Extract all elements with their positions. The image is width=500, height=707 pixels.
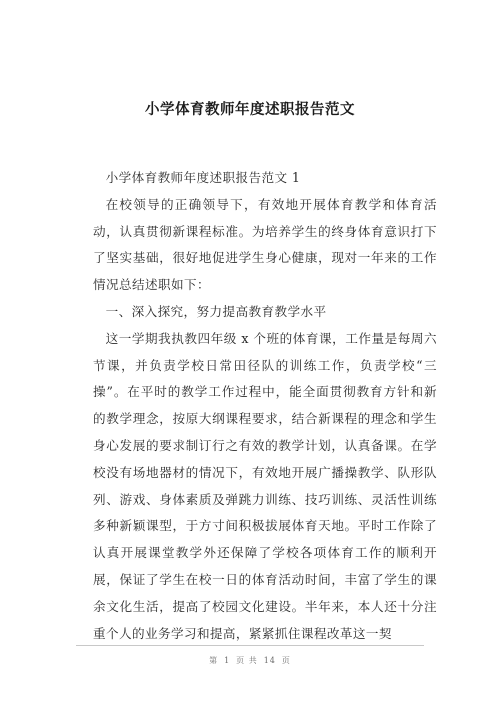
footer-prefix: 第 bbox=[209, 656, 219, 665]
section-heading: 一、深入探究，努力提高教育教学水平 bbox=[105, 303, 327, 319]
footer-middle: 页 共 bbox=[236, 656, 258, 665]
document-body bbox=[93, 165, 437, 647]
page-footer bbox=[0, 655, 500, 666]
footer-suffix: 页 bbox=[281, 656, 291, 665]
section-heading: 小学体育教师年度述职报告范文 1 bbox=[105, 170, 301, 185]
page-number: 1 bbox=[224, 656, 231, 665]
paragraph: 在校领导的正确领导下，有效地开展体育教学和体育活动，认真贯彻新课程标准。为培养学生的终身体育意识打下了坚实基础，很好地促进学生身心健康，现对一年来的工作情况总结述职如下： bbox=[93, 196, 437, 293]
paragraph: 这一学期我执教四年级 x 个班的体育课，工作量是每周六节课，并负责学校日常田径队的训练工作，负责学校“三操”。在平时的教学工作过程中，能全面贯彻教育方针和新的教学理念，按原大纲课程要求，结合新课程的理念和学生身心发展的要求制订行之有效的教学计划，认真备课。在学校没有场地器材的情况下，有效地开展广播操教学、队形队列、游戏、身体素质及弹跳力训练、技巧训练、灵活性训练多种新颖课型，于方寸间积极拔展体育天地。平时工作除了认真开展课堂教学外还保障了学校各项体育工作的顺利开展，保证了学生在校一日的体育活动时间，丰富了学生的课余文化生活，提高了校园文化建设。半年来，本人还十分注重个人的业务学习和提高，紧紧抓住课程改革这一契 bbox=[93, 330, 437, 641]
footer-divider bbox=[76, 645, 424, 646]
page-total: 14 bbox=[263, 656, 276, 665]
document-title: 小学体育教师年度述职报告范文 bbox=[145, 101, 355, 118]
